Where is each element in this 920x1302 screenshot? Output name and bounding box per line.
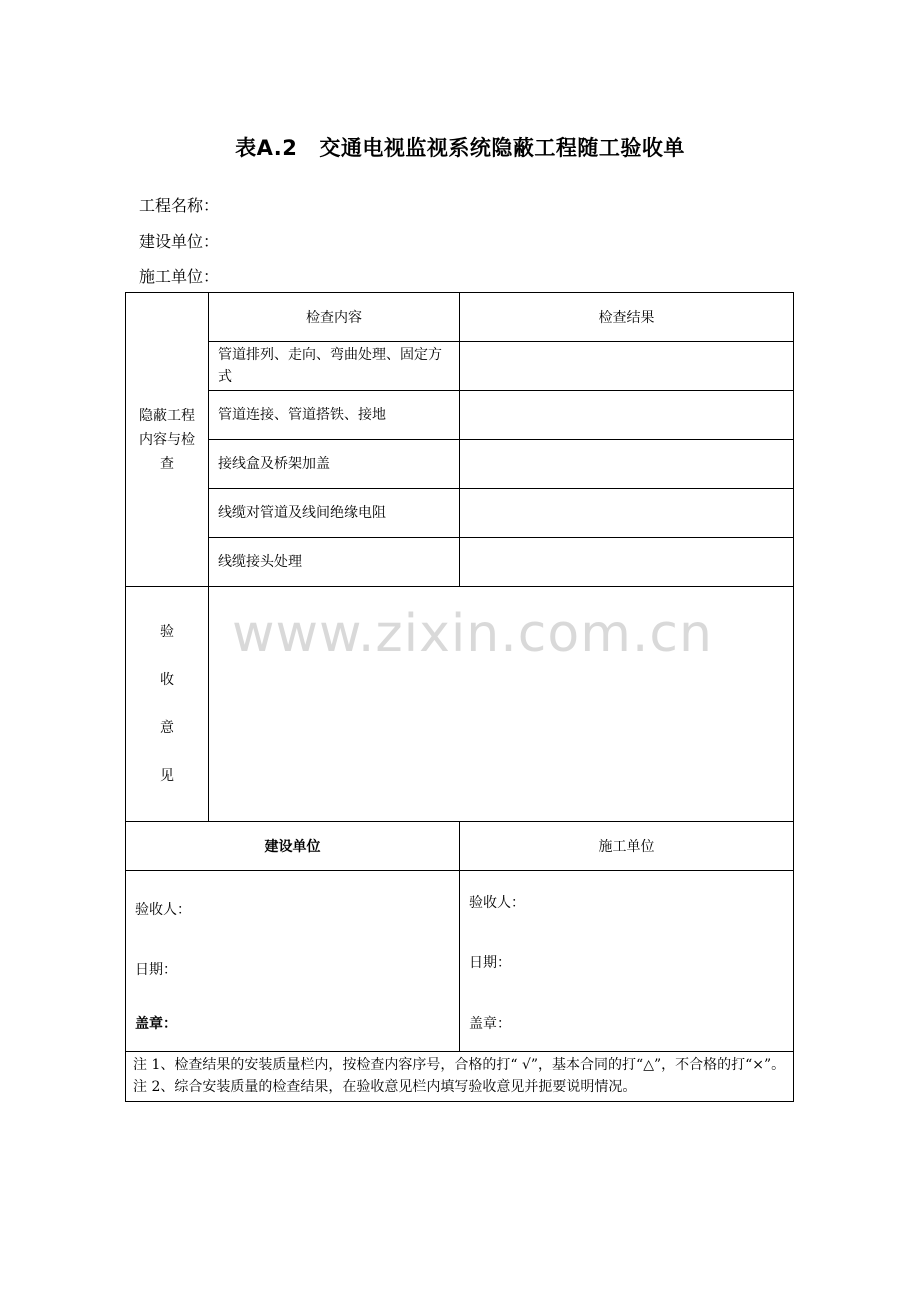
builder-acceptor-label: 验收人： bbox=[135, 902, 191, 918]
table-row bbox=[126, 342, 794, 391]
contractor-seal-label: 盖章： bbox=[469, 1016, 511, 1032]
table-code: 表A.2 bbox=[235, 136, 298, 160]
check-result-cell[interactable] bbox=[460, 342, 794, 391]
acceptance-opinion-field[interactable] bbox=[209, 587, 794, 822]
table-row bbox=[126, 440, 794, 489]
check-item: 管道排列、走向、弯曲处理、固定方式 bbox=[209, 342, 460, 391]
check-item: 线缆接头处理 bbox=[209, 538, 460, 587]
table-row bbox=[126, 489, 794, 538]
column-header-result: 检查结果 bbox=[460, 293, 794, 342]
contractor-acceptor-label: 验收人： bbox=[469, 895, 525, 911]
note-1: 注 1、检查结果的安装质量栏内，按检查内容序号，合格的打“ √”，基本合同的打“△”，不合格的打“×”。 bbox=[133, 1057, 786, 1073]
check-result-cell[interactable] bbox=[460, 440, 794, 489]
acceptance-opinion-label: 验 收 意 见 bbox=[126, 587, 209, 822]
contractor-label: 施工单位： bbox=[139, 267, 220, 286]
note-2: 注 2、综合安装质量的检查结果，在验收意见栏内填写验收意见并扼要说明情况。 bbox=[133, 1079, 637, 1095]
builder-date-label: 日期： bbox=[135, 962, 177, 978]
contractor-signature-block[interactable] bbox=[460, 871, 794, 1052]
check-result-cell[interactable] bbox=[460, 391, 794, 440]
watermark: www.zixin.com.cn bbox=[232, 604, 713, 664]
builder-label: 建设单位： bbox=[139, 232, 220, 251]
table-row bbox=[126, 391, 794, 440]
table-name: 交通电视监视系统隐蔽工程随工验收单 bbox=[319, 136, 685, 160]
builder-signature-header: 建设单位 bbox=[126, 822, 460, 871]
contractor-date-label: 日期： bbox=[469, 955, 511, 971]
check-result-cell[interactable] bbox=[460, 489, 794, 538]
check-item: 线缆对管道及线间绝缘电阻 bbox=[209, 489, 460, 538]
page-title bbox=[0, 132, 920, 162]
table-row bbox=[126, 538, 794, 587]
column-header-content: 检查内容 bbox=[209, 293, 460, 342]
check-item: 接线盒及桥架加盖 bbox=[209, 440, 460, 489]
builder-seal-label: 盖章： bbox=[135, 1016, 177, 1032]
contractor-signature-header: 施工单位 bbox=[460, 822, 794, 871]
check-result-cell[interactable] bbox=[460, 538, 794, 587]
check-item: 管道连接、管道搭铁、接地 bbox=[209, 391, 460, 440]
project-name-label: 工程名称： bbox=[139, 196, 220, 215]
hidden-works-side-label: 隐蔽工程内容与检查 bbox=[126, 293, 209, 587]
notes-cell bbox=[126, 1052, 794, 1102]
acceptance-table bbox=[125, 292, 794, 1102]
builder-signature-block[interactable] bbox=[126, 871, 460, 1052]
